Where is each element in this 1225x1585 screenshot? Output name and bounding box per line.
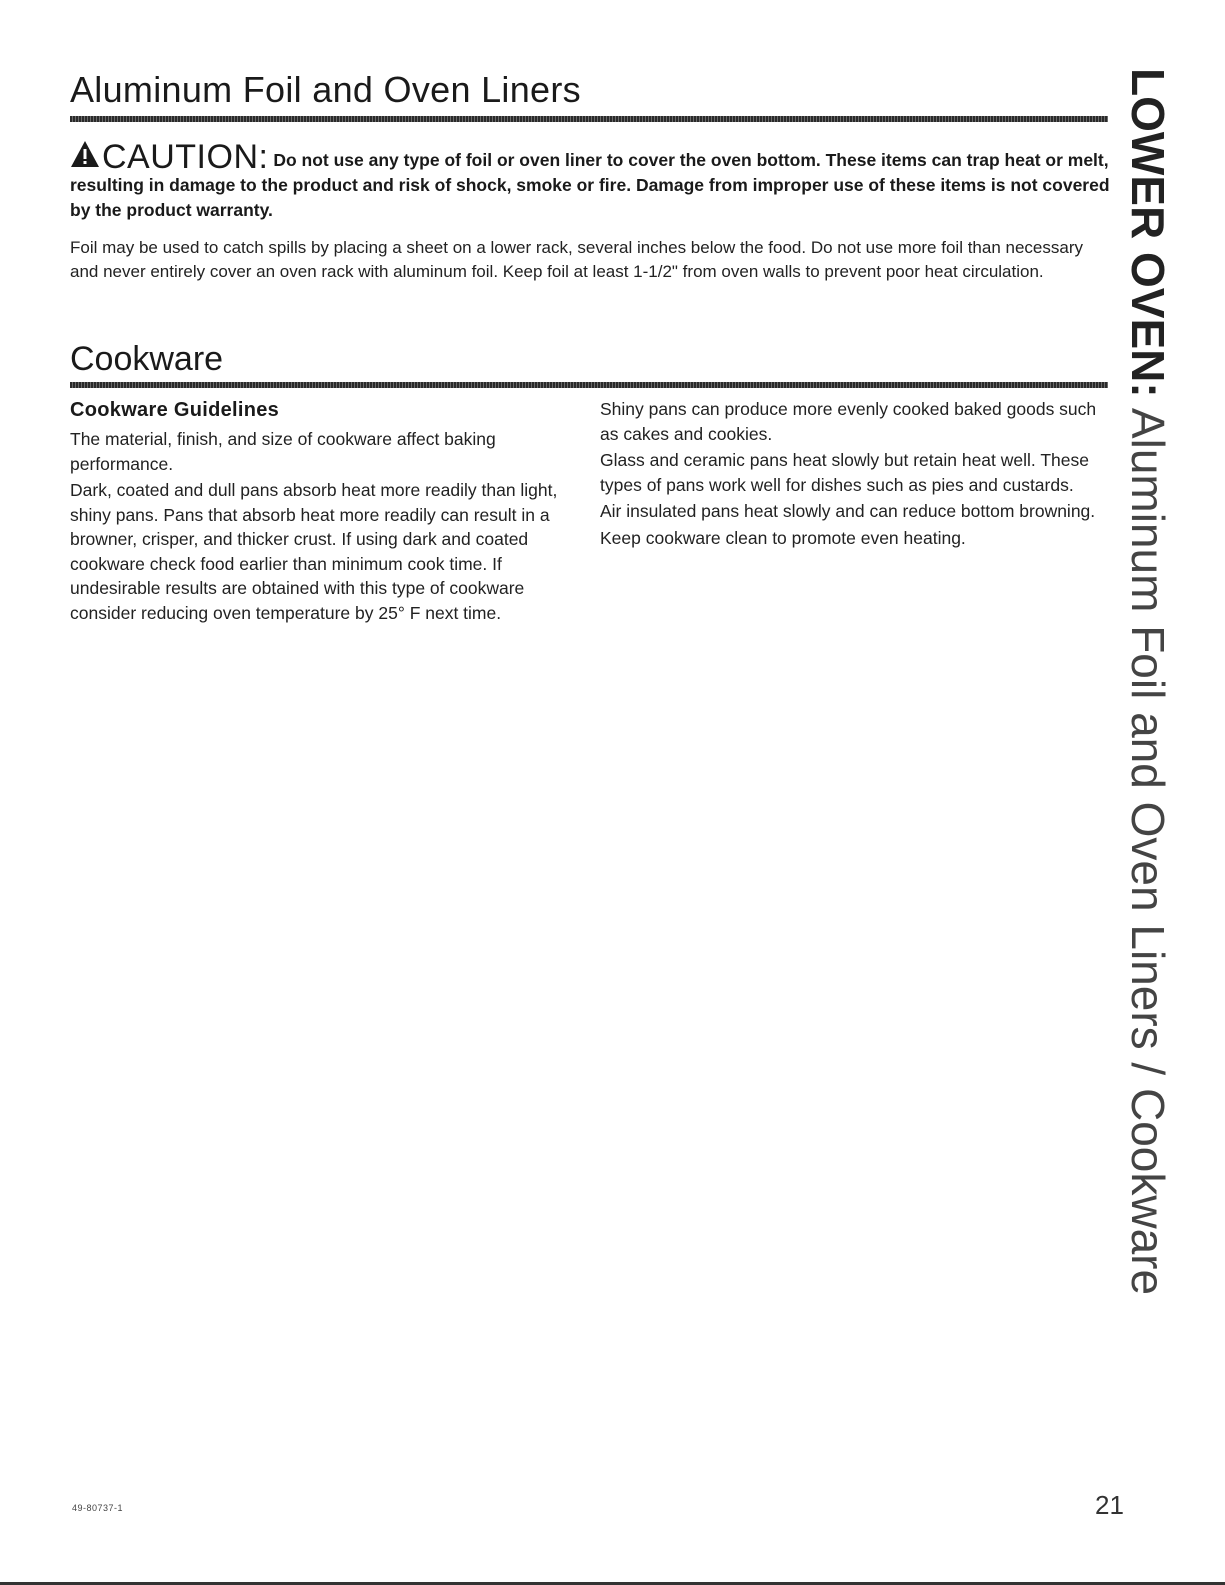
section-title-cookware: Cookware [70, 340, 224, 378]
side-tab-text [1120, 68, 1176, 1295]
cookware-right-column [600, 397, 1105, 552]
cookware-paragraph: Air insulated pans heat slowly and can reduce bottom browning. [600, 501, 1096, 521]
cookware-paragraph: The material, finish, and size of cookware affect baking performance. [70, 429, 496, 474]
cookware-guidelines-heading: Cookware Guidelines [70, 399, 280, 421]
side-tab-bold: LOWER OVEN: [1122, 68, 1174, 398]
cookware-rule [70, 382, 1108, 388]
caution-word: CAUTION: [102, 138, 269, 176]
cookware-paragraph: Shiny pans can produce more evenly cooked baked goods such as cakes and cookies. [600, 399, 1097, 444]
page-number: 21 [1095, 1490, 1124, 1520]
title-rule [70, 116, 1108, 122]
cookware-paragraph: Dark, coated and dull pans absorb heat more readily than light, shiny pans. Pans that absorb heat more readily can result in a browner, crisper, and thicker crust. If using dark and coated cookware check food earlier than minimum cook time. If undesirable results are obtained with this type of cookware consider reducing oven temperature by 25° F next time. [70, 480, 558, 623]
cookware-paragraph: Keep cookware clean to promote even heating. [600, 527, 966, 548]
caution-text: Do not use any type of foil or oven liner to cover the oven bottom. These items can trap heat or melt, resulting in damage to the product and risk of shock, smoke or fire. Damage from improper use of these items is not covered by the product warranty. [70, 150, 1110, 220]
cookware-paragraph: Glass and ceramic pans heat slowly but retain heat well. These types of pans work well for dishes such as pies and custards. [600, 450, 1089, 495]
side-tab-light: Aluminum Foil and Oven Liners / Cookware [1122, 397, 1174, 1296]
document-code: 49-80737-1 [72, 1503, 124, 1513]
caution-notice [70, 140, 1110, 223]
foil-paragraph: Foil may be used to catch spills by placing a sheet on a lower rack, several inches below the food. Do not use more foil than necessary and never entirely cover an oven rack with aluminum foil. Keep foil at least 1-1/2" from oven walls to prevent poor heat circulation. [70, 238, 1083, 281]
section-title-foil: Aluminum Foil and Oven Liners [70, 69, 581, 110]
cookware-left-column [70, 397, 580, 627]
side-tab [1118, 68, 1178, 1296]
warning-icon [70, 140, 100, 168]
